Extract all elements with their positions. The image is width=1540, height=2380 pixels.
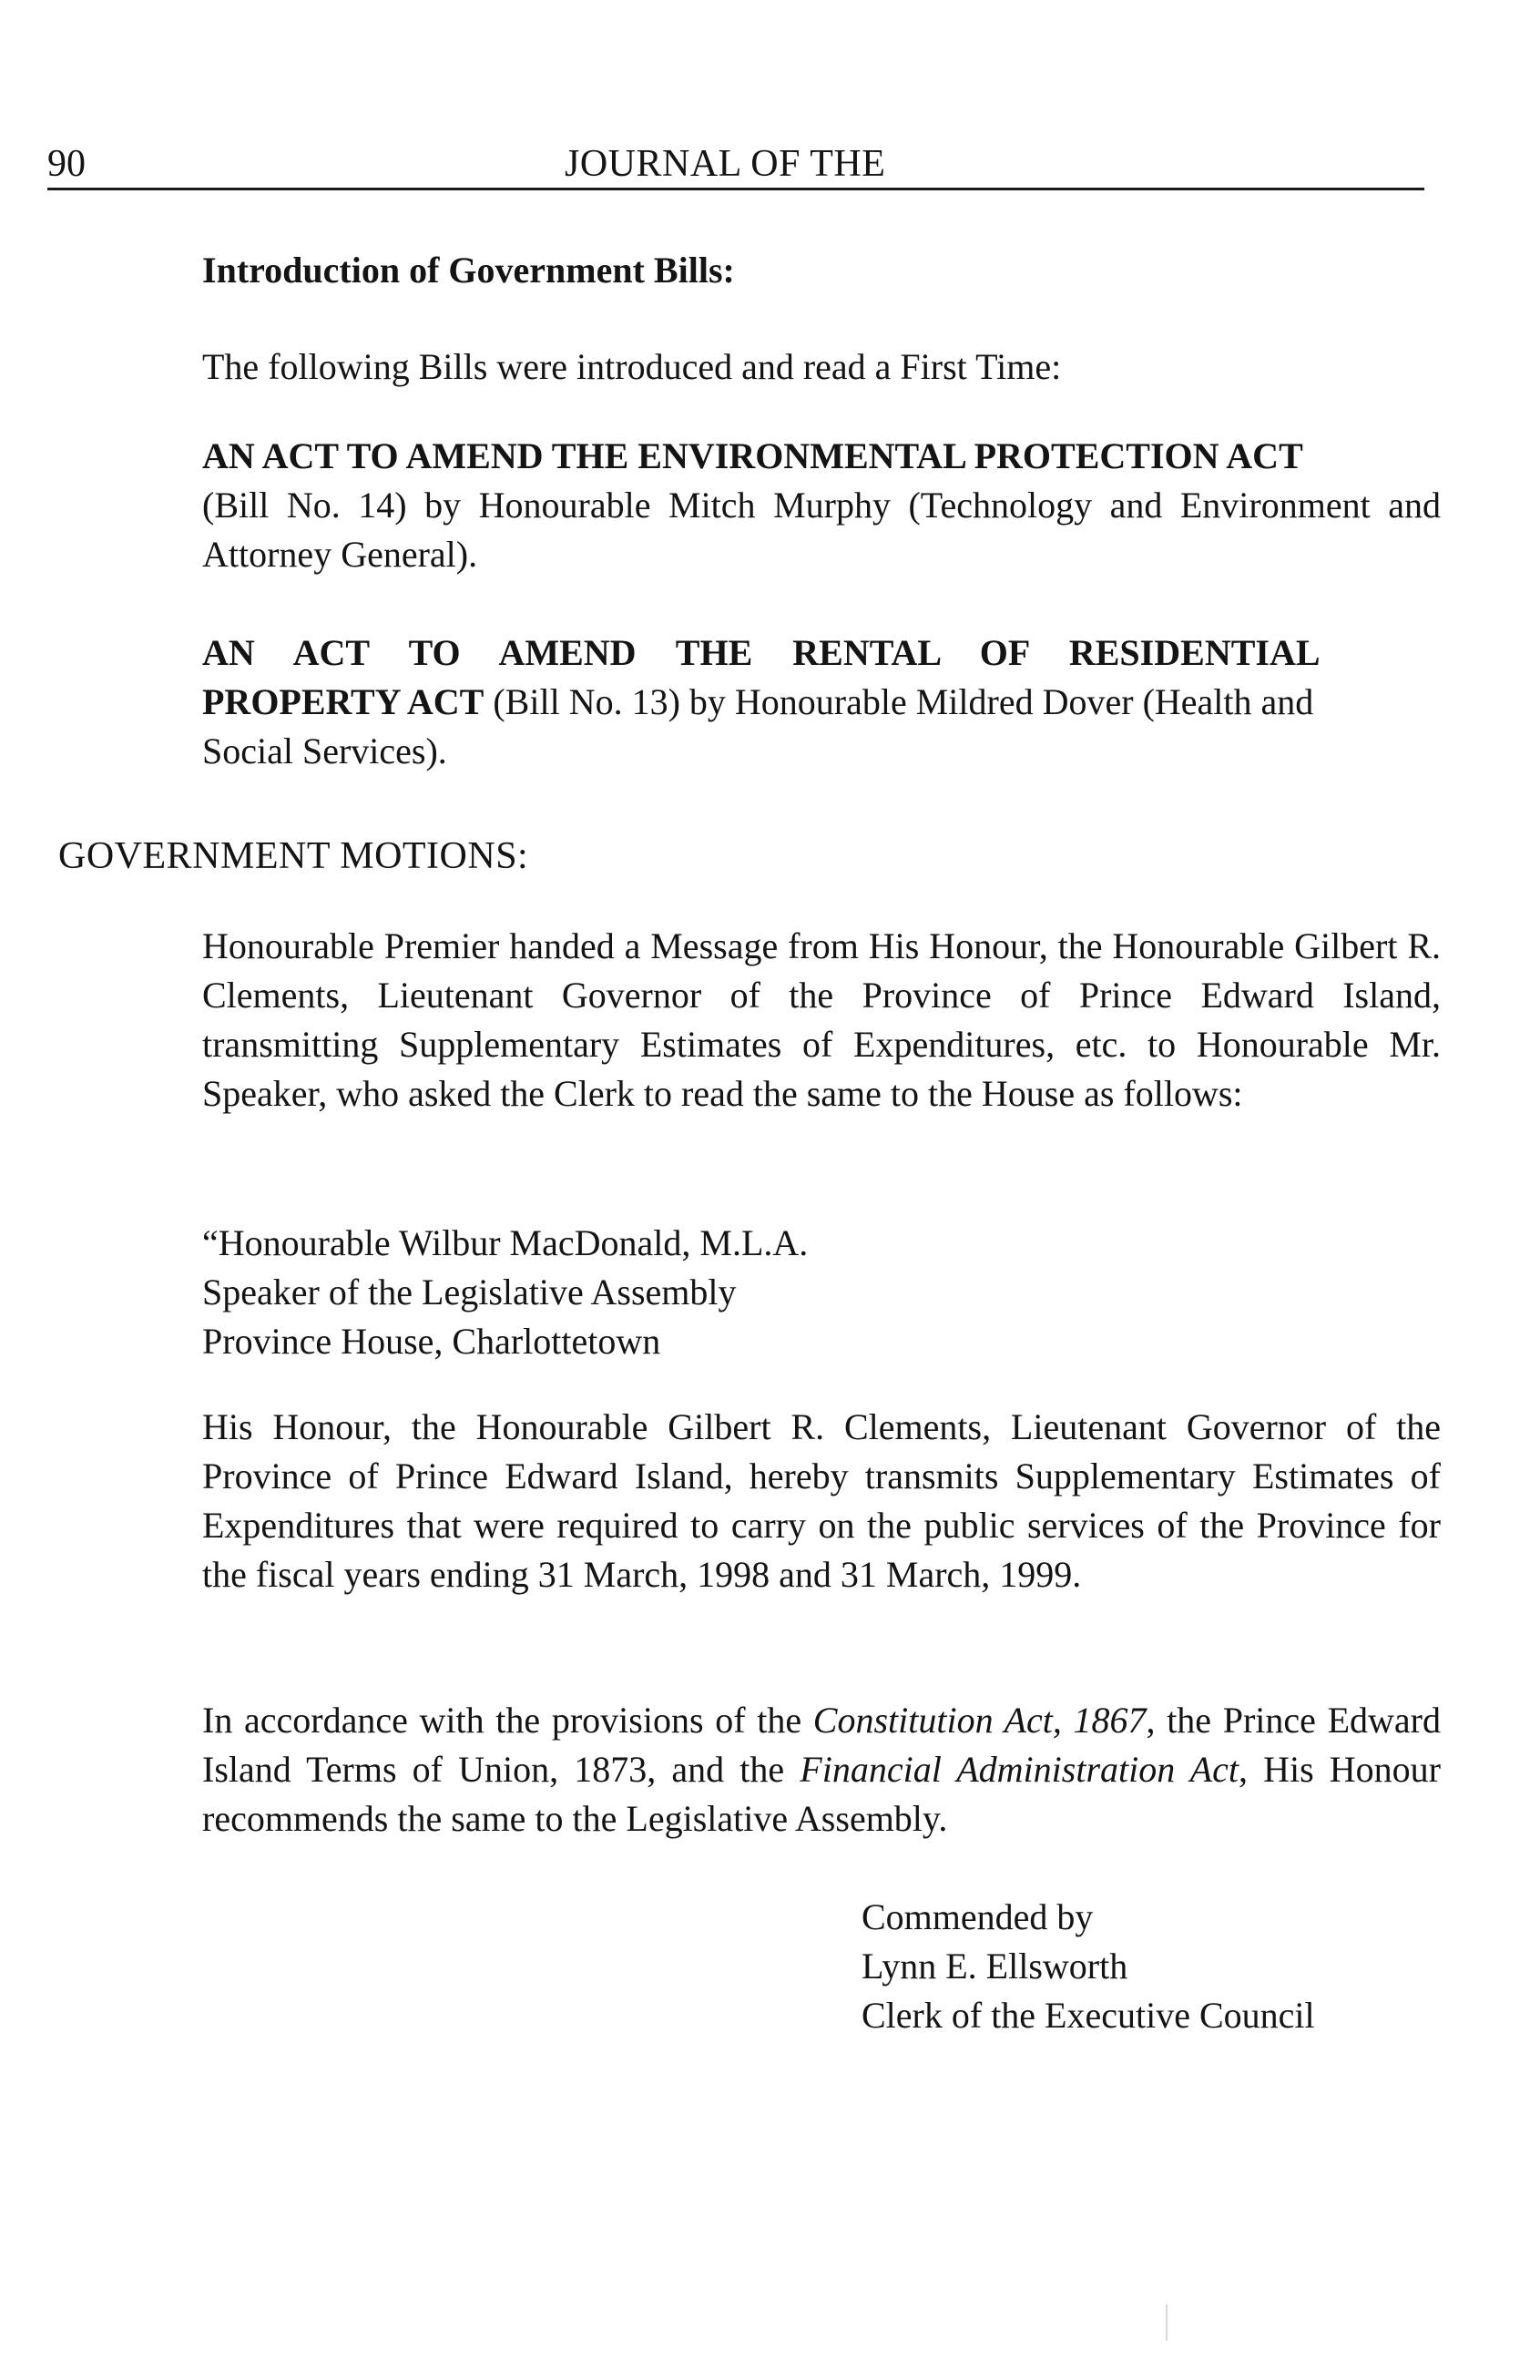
running-head: JOURNAL OF THE bbox=[565, 143, 886, 185]
bill-13-entry bbox=[202, 628, 1441, 776]
motion-text: Honourable Premier handed a Message from His Honour, the Honourable Gilbert R. Clements, Lieutenant Governor of the Province of Prince Edward Island, transmitting Supplementary Estimates of Expenditures, etc. to Honourable Mr. Speaker, who asked the Clerk to read the same to the House as follows: bbox=[202, 925, 1441, 1114]
page-header bbox=[47, 138, 1424, 189]
motion-paragraph bbox=[202, 922, 1441, 1118]
page-number: 90 bbox=[47, 143, 86, 185]
message-text-2c: , His Honour recommends the same to the Legislative Assembly. bbox=[202, 1749, 1442, 1839]
message-text-2a: In accordance with the provisions of the bbox=[202, 1700, 813, 1741]
header-rule bbox=[47, 188, 1424, 190]
government-motions-heading: GOVERNMENT MOTIONS: bbox=[58, 835, 529, 877]
intro-lead: The following Bills were introduced and read a First Time: bbox=[202, 346, 1062, 387]
constitution-act-citation: Constitution Act, 1867 bbox=[812, 1700, 1147, 1741]
bill-14-details: (Bill No. 14) by Honourable Mitch Murphy (Technology and Environment and Attorney General). bbox=[202, 485, 1441, 575]
intro-heading-block bbox=[202, 246, 1441, 295]
signature-block bbox=[862, 1893, 1315, 2040]
address-line-3: Province House, Charlottetown bbox=[202, 1321, 661, 1362]
intro-lead-block bbox=[202, 342, 1441, 392]
message-paragraph-1 bbox=[202, 1403, 1441, 1599]
bill-13-title-line2: PROPERTY ACT bbox=[202, 681, 484, 722]
signature-line-3: Clerk of the Executive Council bbox=[862, 1995, 1315, 2036]
address-line-1: “Honourable Wilbur MacDonald, M.L.A. bbox=[202, 1222, 809, 1263]
address-block bbox=[202, 1219, 1441, 1366]
bill-13-details-end: Social Services). bbox=[202, 730, 447, 771]
message-text-2b: , the Prince Edward Island Terms of Union, 1873, and the bbox=[202, 1700, 1442, 1790]
bill-13-details: (Bill No. 13) by Honourable Mildred Dover (Health and bbox=[484, 681, 1314, 722]
message-paragraph-2 bbox=[202, 1696, 1441, 1844]
message-text-1: His Honour, the Honourable Gilbert R. Clements, Lieutenant Governor of the Province of Prince Edward Island, hereby transmits Supplementary Estimates of Expenditures that were required to carry on the public services of the Province for the fiscal years ending 31 March, 1998 and 31 March, 1999. bbox=[202, 1406, 1441, 1595]
bill-14-entry bbox=[202, 432, 1441, 579]
signature-line-1: Commended by bbox=[862, 1896, 1094, 1937]
signature-line-2: Lynn E. Ellsworth bbox=[862, 1946, 1128, 1987]
intro-heading: Introduction of Government Bills: bbox=[202, 250, 735, 291]
scan-speck bbox=[1166, 2304, 1168, 2341]
address-line-2: Speaker of the Legislative Assembly bbox=[202, 1272, 737, 1313]
financial-administration-act-citation: Financial Administration Act bbox=[800, 1749, 1239, 1790]
bill-13-title-line1: AN ACT TO AMEND THE RENTAL OF RESIDENTIAL bbox=[202, 632, 1321, 673]
bill-14-title: AN ACT TO AMEND THE ENVIRONMENTAL PROTECTION ACT bbox=[202, 435, 1303, 476]
